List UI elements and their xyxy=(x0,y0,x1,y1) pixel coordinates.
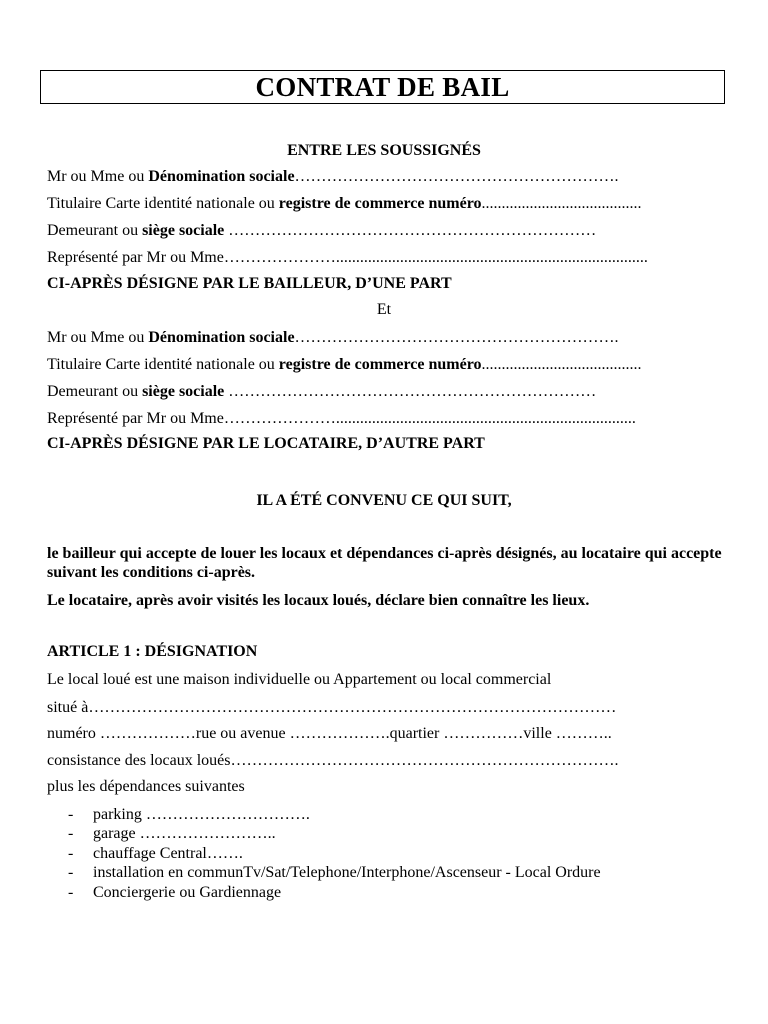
article1-line-2: situé à……………………………………………………………………………………… xyxy=(47,699,617,716)
list-bullet: - xyxy=(68,806,74,823)
party2-addr-prefix: Demeurant ou xyxy=(47,383,143,400)
party2-id-prefix: Titulaire Carte identité nationale ou xyxy=(47,356,279,373)
article1-line-5: plus les dépendances suivantes xyxy=(47,778,245,795)
party2-name-dots: ……………………………………………………. xyxy=(294,329,619,346)
list-bullet: - xyxy=(68,864,74,881)
intro-paragraph-2: Le locataire, après avoir visités les locaux loués, déclare bien connaître les lieux. xyxy=(47,592,590,609)
party2-name-prefix: Mr ou Mme ou xyxy=(47,329,149,346)
article1-line-4: consistance des locaux loués………………………………………………………………. xyxy=(47,752,619,769)
article1-heading: ARTICLE 1 : DÉSIGNATION xyxy=(47,643,258,660)
title-box xyxy=(40,70,725,104)
article1-line-1: Le local loué est une maison individuelle ou Appartement ou local commercial xyxy=(47,671,552,688)
party1-name-line xyxy=(47,167,619,187)
party2-address-line xyxy=(47,382,596,402)
list-item-text: chauffage Central……. xyxy=(93,845,243,862)
party2-representative-line: Représenté par Mr ou Mme…………………........................................................................... xyxy=(47,410,636,427)
party2-addr-bold: siège sociale xyxy=(142,383,225,400)
article1-line-3: numéro ………………rue ou avenue ……………….quartier ……………ville ……….. xyxy=(47,725,612,742)
party1-name-bold: Dénomination sociale xyxy=(148,168,295,185)
party2-id-bold: registre de commerce numéro xyxy=(278,356,482,373)
list-bullet: - xyxy=(68,845,74,862)
party1-addr-bold: siège sociale xyxy=(142,222,225,239)
party1-name-prefix: Mr ou Mme ou xyxy=(47,168,149,185)
party2-closing: CI-APRÈS DÉSIGNE PAR LE LOCATAIRE, D’AUTRE PART xyxy=(47,435,485,452)
party1-representative-line: Représenté par Mr ou Mme………………….............................................................................. xyxy=(47,249,648,266)
list-bullet: - xyxy=(68,825,74,842)
party1-name-dots: ……………………………………………………. xyxy=(294,168,619,185)
dependency-item-garage xyxy=(68,824,276,843)
party1-closing: CI-APRÈS DÉSIGNE PAR LE BAILLEUR, D’UNE PART xyxy=(47,275,452,292)
dependency-item-parking xyxy=(68,805,310,824)
list-item-text: installation en communTv/Sat/Telephone/Interphone/Ascenseur - Local Ordure xyxy=(93,864,601,881)
party2-id-dots: ........................................ xyxy=(481,356,642,373)
dependency-item-heating xyxy=(68,844,243,863)
party1-id-dots: ........................................ xyxy=(481,195,642,212)
list-item-text: parking …………………………. xyxy=(93,806,310,823)
agreement-heading: IL A ÉTÉ CONVENU CE QUI SUIT, xyxy=(256,492,512,509)
and-separator: Et xyxy=(376,301,392,318)
list-item-text: garage …………………….. xyxy=(93,825,276,842)
party1-id-bold: registre de commerce numéro xyxy=(278,195,482,212)
party2-name-bold: Dénomination sociale xyxy=(148,329,295,346)
party1-id-line xyxy=(47,194,642,214)
list-item-text: Conciergerie ou Gardiennage xyxy=(93,884,282,901)
party1-id-prefix: Titulaire Carte identité nationale ou xyxy=(47,195,279,212)
party2-addr-dots: …………………………………………………………… xyxy=(224,383,597,400)
party2-name-line xyxy=(47,328,619,348)
list-bullet: - xyxy=(68,884,74,901)
party1-addr-dots: …………………………………………………………… xyxy=(224,222,597,239)
intro-paragraph-1: le bailleur qui accepte de louer les locaux et dépendances ci-après désignés, au locataire qui accepte suivant les conditions ci-après. xyxy=(47,545,722,581)
party2-id-line xyxy=(47,355,642,375)
parties-heading: ENTRE LES SOUSSIGNÉS xyxy=(287,142,481,159)
document-title: CONTRAT DE BAIL xyxy=(255,71,510,102)
dependency-item-installation xyxy=(68,863,601,882)
party1-address-line xyxy=(47,221,596,241)
dependency-item-concierge xyxy=(68,883,281,902)
party1-addr-prefix: Demeurant ou xyxy=(47,222,143,239)
